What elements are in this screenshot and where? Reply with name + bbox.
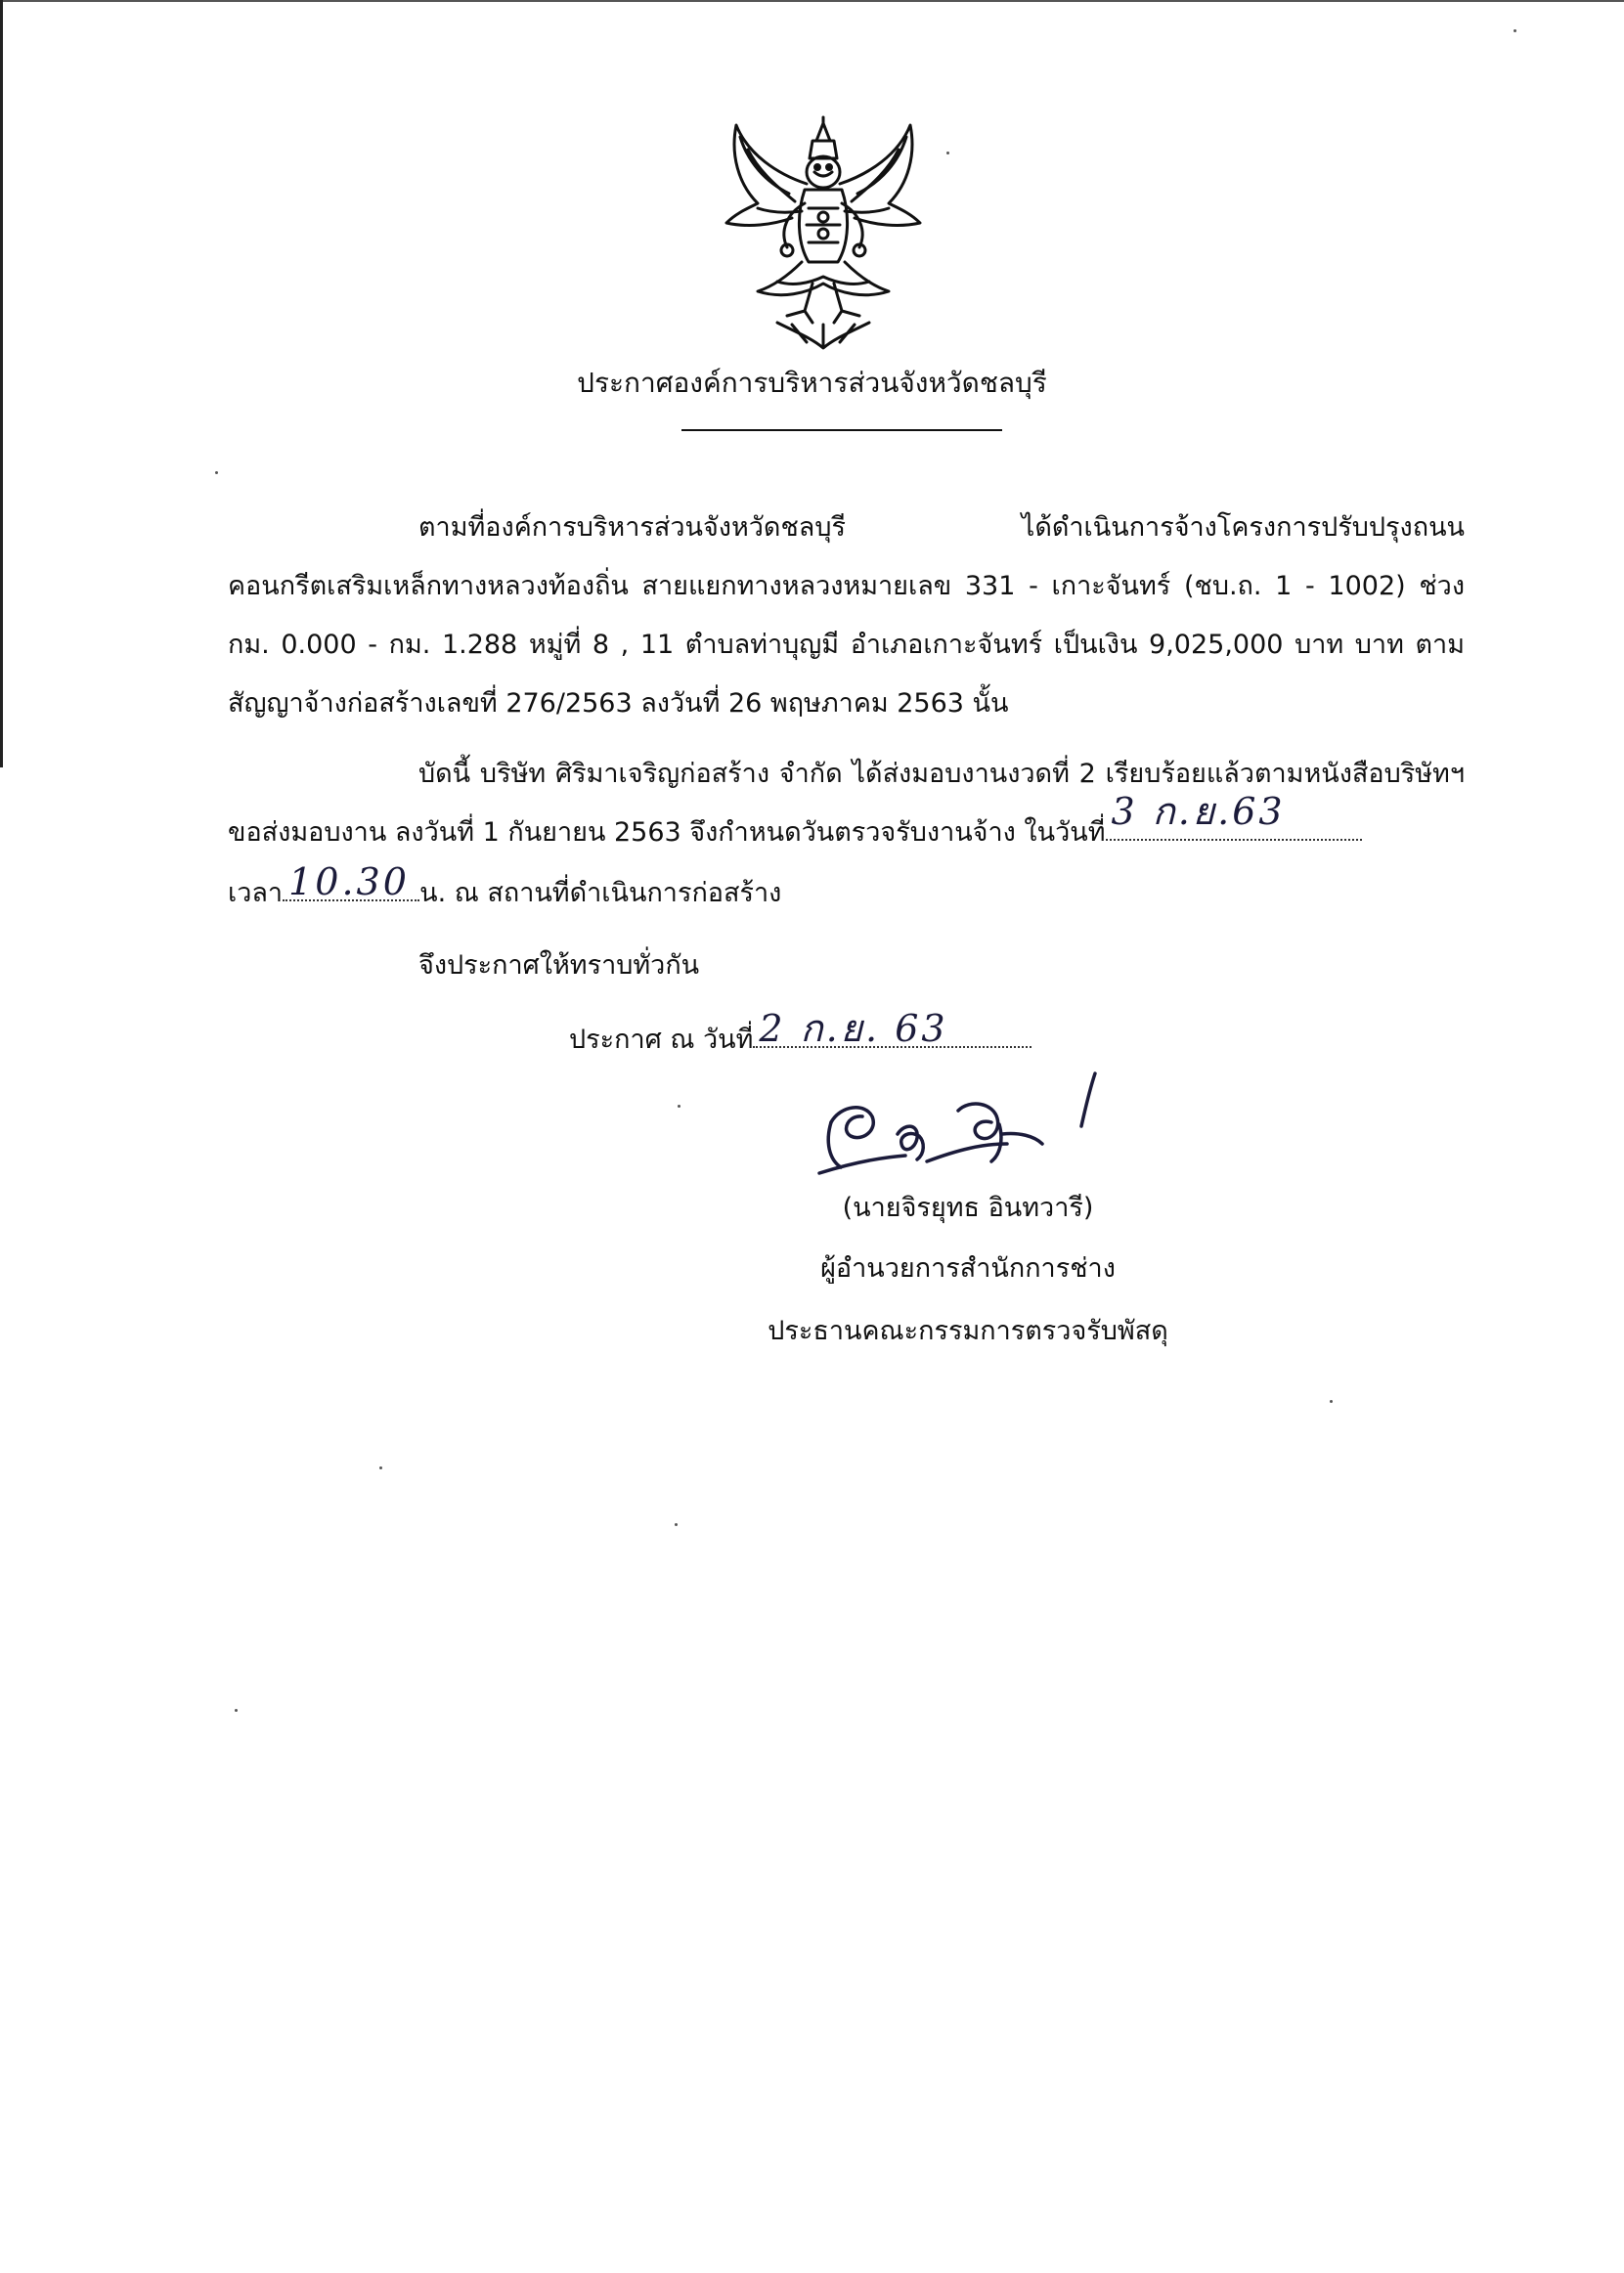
time-suffix: น. ณ สถานที่ดำเนินการก่อสร้าง bbox=[419, 878, 782, 908]
document-title: ประกาศองค์การบริหารส่วนจังหวัดชลบุรี bbox=[577, 367, 1047, 399]
inspection-time-line bbox=[228, 860, 782, 913]
inspection-time-handwriting: 10.30 bbox=[288, 860, 410, 903]
time-prefix: เวลา bbox=[228, 878, 284, 908]
paragraph-1-text: ตามที่องค์การบริหารส่วนจังหวัดชลบุรี ได้ดำเนินการจ้างโครงการปรับปรุงถนนคอนกรีตเสริมเหล็กทางหลวงท้องถิ่น สายแยกทางหลวงหมายเลข 331 - เกาะจันทร์ (ชบ.ถ. 1 - 1002) ช่วง กม. 0.000 - กม. 1.288 หมู่ที่ 8 , 11 ตำบลท่าบุญมี อำเภอเกาะจันทร์ เป็นเงิน 9,025,000 บาท บาท ตามสัญญาจ้างก่อสร้างเลขที่ 276/2563 ลงวันที่ 26 พฤษภาคม 2563 นั้น bbox=[228, 512, 1465, 719]
announcement-date-line bbox=[569, 1007, 1031, 1060]
signatory-position: ผู้อำนวยการสำนักการช่าง bbox=[820, 1253, 1116, 1284]
title-underline bbox=[681, 429, 1002, 431]
announcement-date-field bbox=[753, 1007, 1031, 1050]
garuda-emblem-icon bbox=[719, 115, 929, 350]
scan-speck bbox=[235, 1709, 238, 1712]
scan-speck bbox=[1514, 29, 1516, 32]
scan-speck bbox=[1330, 1400, 1333, 1403]
paragraph-delivery-notice bbox=[228, 745, 1465, 862]
announcement-date-handwriting: 2 ก.ย. 63 bbox=[759, 1007, 948, 1050]
closing-statement: จึงประกาศให้ทราบทั่วกัน bbox=[418, 950, 700, 981]
handwritten-signature bbox=[812, 1066, 1134, 1207]
signatory-name: (นายจิรยุทธ อินทวารี) bbox=[842, 1193, 1094, 1223]
inspection-date-handwriting: 3 ก.ย.63 bbox=[1111, 790, 1286, 833]
paragraph-2-text: บัดนี้ บริษัท ศิริมาเจริญก่อสร้าง จำกัด ได้ส่งมอบงานงวดที่ 2 เรียบร้อยแล้วตามหนังสือบริษัทฯ ขอส่งมอบงาน ลงวันที่ 1 กันยายน 2563 จึงกำหนดวันตรวจรับงานจ้าง ในวันที่ bbox=[228, 759, 1465, 848]
scan-top-edge bbox=[0, 0, 1624, 2]
announcement-prefix: ประกาศ ณ วันที่ bbox=[569, 1025, 754, 1055]
scan-speck bbox=[215, 471, 218, 474]
inspection-date-field bbox=[1106, 790, 1362, 841]
scan-speck bbox=[946, 152, 949, 154]
scan-speck bbox=[675, 1523, 678, 1526]
scan-speck bbox=[678, 1105, 680, 1108]
inspection-time-field bbox=[283, 860, 419, 903]
paragraph-contract-details bbox=[228, 499, 1465, 733]
signatory-role: ประธานคณะกรรมการตรวจรับพัสดุ bbox=[768, 1316, 1168, 1346]
scan-speck bbox=[379, 1466, 382, 1469]
